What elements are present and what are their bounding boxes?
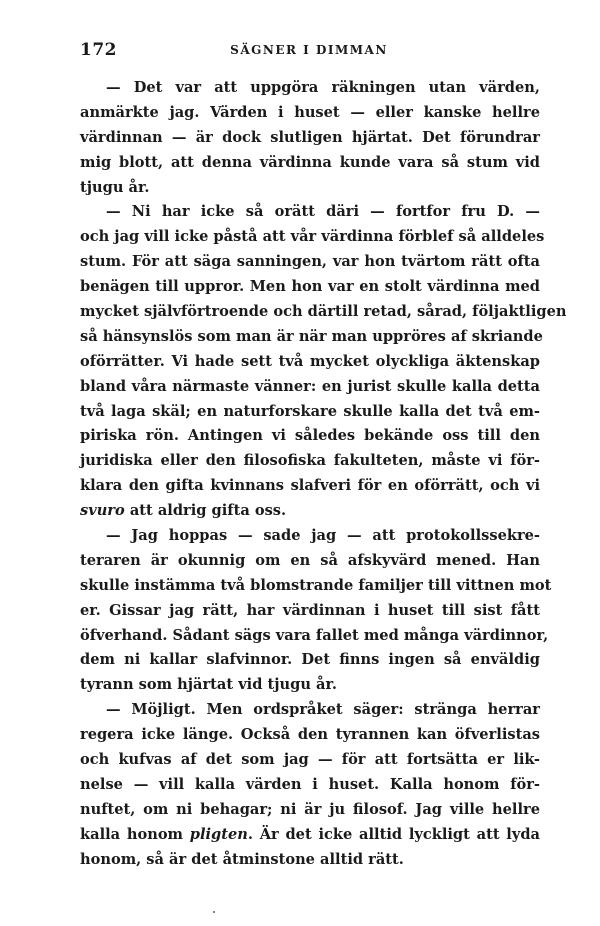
text-line: klara den gifta kvinnans slafveri för en oförrätt, och vi [80, 477, 540, 495]
text-line: och jag vill icke påstå att vår värdinna förblef så alldeles [80, 228, 545, 246]
text-line: juridiska eller den filosofiska fakulteten, måste vi för- [80, 452, 540, 470]
page-number: 172 [80, 40, 117, 60]
text-line: skulle instämma två blomstrande familjer till vittnen mot [80, 576, 552, 594]
italic-word: svuro [80, 502, 125, 520]
text-line: — Det var att uppgöra räkningen utan värden, [106, 79, 540, 96]
print-speck [213, 911, 215, 913]
text-line: regera icke länge. Också den tyrannen kan öfverlistas [80, 726, 540, 744]
text-line: tyrann som hjärtat vid tjugu år. [80, 676, 337, 694]
running-title: SÄGNER I DIMMAN [230, 43, 388, 57]
text-line: och kufvas af det som jag — för att fortsätta er lik- [80, 751, 540, 769]
text-line: teraren är okunnig om en så afskyvärd mened. Han [80, 551, 540, 569]
text-line: — Möjligt. Men ordspråket säger: stränga herrar [106, 701, 540, 719]
text-line: öfverhand. Sådant sägs vara fallet med många värdinnor, [80, 626, 549, 644]
line-text: kalla honom [80, 825, 190, 843]
text-line: tjugu år. [80, 178, 150, 196]
text-line: piriska rön. Antingen vi således bekände oss till den [80, 427, 540, 445]
text-line: oförrätter. Vi hade sett två mycket olyckliga äktenskap [80, 352, 540, 370]
text-line: stum. För att säga sanningen, var hon tvärtom rätt ofta [80, 253, 540, 271]
text-line: honom, så är det åtminstone alltid rätt. [80, 850, 404, 868]
line-text: . Är det icke alltid lyckligt att lyda [247, 825, 540, 843]
text-line: er. Gissar jag rätt, har värdinnan i huset till sist fått [80, 601, 540, 619]
text-line: anmärkte jag. Värden i huset — eller kanske hellre [80, 103, 540, 121]
text-line: nelse — vill kalla värden i huset. Kalla honom för- [80, 775, 540, 793]
text-line: bland våra närmaste vänner: en jurist skulle kalla detta [80, 377, 540, 395]
text-line [80, 823, 540, 848]
text-line [80, 499, 540, 524]
italic-word: pligten [189, 825, 248, 843]
text-line: — Jag hoppas — sade jag — att protokollssekre- [106, 527, 540, 545]
text-line: nuftet, om ni behagar; ni är ju filosof. Jag ville hellre [80, 800, 540, 818]
text-line: värdinnan — är dock slutligen hjärtat. Det förundrar [80, 128, 540, 146]
line-text: att aldrig gifta oss. [124, 502, 287, 520]
text-line: mycket självförtroende och därtill retad, sårad, följaktligen [80, 303, 567, 321]
text-line: så hänsynslös som man är när man uppröres af skriande [80, 327, 543, 345]
text-line: dem ni kallar slafvinnor. Det finns ingen så enväldig [80, 651, 540, 669]
page-header [80, 40, 538, 60]
text-line: benägen till uppror. Men hon var en stolt värdinna med [80, 278, 540, 296]
text-line: — Ni har icke så orätt däri — fortfor fru D. — [106, 203, 540, 221]
text-line: mig blott, att denna värdinna kunde vara så stum vid [80, 153, 540, 171]
text-line: två laga skäl; en naturforskare skulle kalla det två em- [80, 402, 540, 420]
body-text [80, 76, 567, 873]
